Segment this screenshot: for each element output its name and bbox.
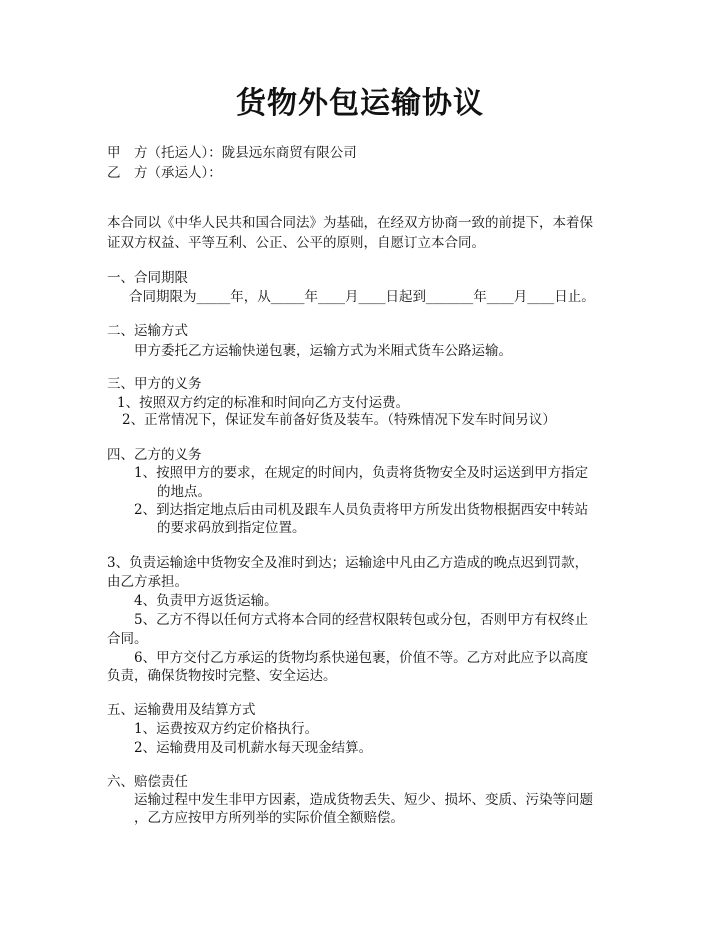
section-4-item-3-line-1: 3、负责运输途中货物安全及准时到达；运输途中凡由乙方造成的晚点迟到罚款， — [107, 555, 589, 571]
section-2-heading: 二、运输方式 — [107, 323, 188, 339]
section-5-item-1: 1、运费按双方约定价格执行。 — [134, 721, 319, 737]
section-6-heading: 六、赔偿责任 — [107, 774, 188, 790]
section-4-item-5-line-1: 5、乙方不得以任何方式将本合同的经营权限转包或分包，否则甲方有权终止 — [134, 612, 589, 628]
section-4-item-6-line-2: 负责，确保货物按时完整、安全运达。 — [107, 668, 337, 684]
section-3-heading: 三、甲方的义务 — [107, 376, 202, 392]
section-4-item-4: 4、负责甲方返货运输。 — [134, 593, 278, 609]
section-1-term-line: 合同期限为_____年，从_____年____月____日起到_______年____月____日止。 — [129, 289, 595, 305]
section-2-line: 甲方委托乙方运输快递包裹，运输方式为米厢式货车公路运输。 — [134, 343, 512, 359]
section-4-item-6-line-1: 6、甲方交付乙方承运的货物均系快递包裹，价值不等。乙方对此应予以高度 — [134, 650, 589, 666]
section-4-item-3-line-2: 由乙方承担。 — [107, 574, 188, 590]
intro-line-2: 证双方权益、平等互利、公正、公平的原则，自愿订立本合同。 — [107, 235, 485, 251]
section-4-heading: 四、乙方的义务 — [107, 447, 202, 463]
section-6-line-1: 运输过程中发生非甲方因素，造成货物丢失、短少、损坏、变质、污染等问题 — [134, 792, 593, 808]
section-4-item-1-line-1: 1、按照甲方的要求，在规定的时间内，负责将货物安全及时运送到甲方指定 — [134, 465, 589, 481]
section-4-item-2-line-1: 2、到达指定地点后由司机及跟车人员负责将甲方所发出货物根据西安中转站 — [134, 502, 589, 518]
party-b-line: 乙 方（承运人）： — [107, 165, 222, 181]
section-6-line-2: ，乙方应按甲方所列举的实际价值全额赔偿。 — [134, 810, 404, 826]
section-3-item-2: 2、正常情况下，保证发车前备好货及装车。（特殊情况下发车时间另议） — [122, 412, 556, 428]
section-4-item-5-line-2: 合同。 — [107, 631, 148, 647]
section-1-heading: 一、合同期限 — [107, 270, 188, 286]
party-a-line: 甲 方（托运人）：陇县远东商贸有限公司 — [107, 145, 357, 161]
section-5-heading: 五、运输费用及结算方式 — [107, 702, 256, 718]
section-5-item-2: 2、运输费用及司机薪水每天现金结算。 — [134, 740, 373, 756]
document-title: 货物外包运输协议 — [236, 86, 484, 121]
intro-line-1: 本合同以《中华人民共和国合同法》为基础，在经双方协商一致的前提下，本着保 — [107, 215, 593, 231]
section-4-item-1-line-2: 的地点。 — [157, 484, 211, 500]
section-4-item-2-line-2: 的要求码放到指定位置。 — [157, 520, 306, 536]
section-3-item-1: 1、按照双方约定的标准和时间向乙方支付运费。 — [117, 395, 410, 411]
